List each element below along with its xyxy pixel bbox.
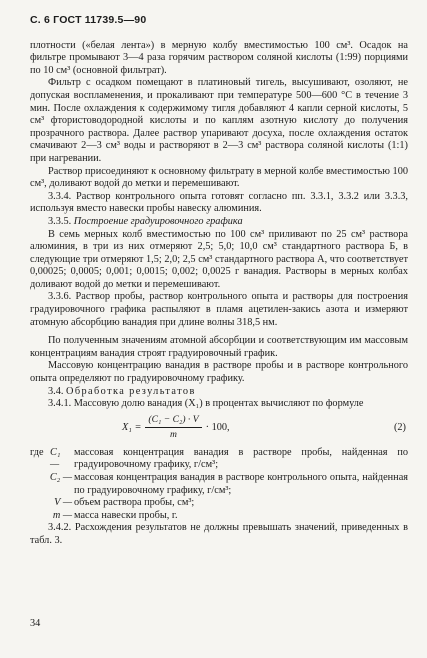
paragraph: 3.3.4. Раствор контрольного опыта готовят согласно пп. 3.3.1, 3.3.2 или 3.3.3, используя вместо навески пробы навеску алюминия. bbox=[30, 190, 408, 215]
formula-lhs: X₁ = bbox=[122, 421, 142, 433]
definition-term: V — bbox=[54, 497, 72, 509]
paragraph: Массовую концентрацию ванадия в растворе пробы и в растворе контрольного опыта определяют по градуировочному графику. bbox=[30, 360, 408, 385]
paragraph: плотности («белая лента») в мерную колбу вместимостью 100 см³. Осадок на фильтре промывают 3—4 раза горячим раствором соляной кислоты (1:99) порциями по 10 см³ (основной фильтрат). bbox=[30, 39, 408, 76]
definition-text: массовая концентрация ванадия в растворе пробы, найденная по градуировочному графику, г/см³; bbox=[74, 446, 408, 471]
definition-item bbox=[30, 472, 408, 497]
definitions-list bbox=[30, 447, 408, 523]
definition-text: массовая концентрация ванадия в растворе контрольного опыта, найденная по градуировочному графику, г/см³; bbox=[74, 472, 408, 496]
definition-term: C₁ — bbox=[50, 446, 61, 471]
definition-item bbox=[30, 510, 408, 523]
section-number: 3.3.5. bbox=[48, 215, 72, 227]
section-heading bbox=[30, 216, 408, 229]
formula-numerator: (C₁ − C₂) · V bbox=[145, 414, 201, 429]
paragraph: По полученным значениям атомной абсорбции и соответствующим им массовым концентрациям ванадия строят градуировочный график. bbox=[30, 335, 408, 359]
section-heading bbox=[30, 386, 408, 399]
definition-text: объем раствора пробы, см³; bbox=[74, 497, 195, 509]
paragraph: В семь мерных колб вместимостью по 100 см³ приливают по 25 см³ раствора алюминия, в три из них отмеряют 2,5; 5,0; 10,0 см³ стандартного раствора Б, в следующие три отмеряют 1,5; 2,0; 2,5 см³ стандартного раствора А, что соответствует 0,00025; 0,0005; 0,001; 0,0015; 0,002; 0,0025 г ванадия. Растворы в мерных колбах доливают водой до метки и перемешивают. bbox=[30, 228, 408, 290]
definition-item bbox=[30, 447, 408, 472]
definition-item bbox=[30, 497, 408, 510]
formula bbox=[30, 413, 408, 443]
definition-text: масса навески пробы, г. bbox=[74, 509, 178, 521]
definitions-intro: где bbox=[30, 446, 44, 458]
section-title: Построение градуировочного графика bbox=[73, 215, 243, 227]
section-number: 3.4. bbox=[48, 385, 64, 397]
section-title: Обработка результатов bbox=[66, 385, 196, 397]
paragraph: 3.4.2. Расхождения результатов не должны превышать значений, приведенных в табл. 3. bbox=[30, 522, 408, 546]
formula-denominator: m bbox=[170, 429, 177, 441]
paragraph: 3.4.1. Массовую долю ванадия (X₁) в процентах вычисляют по формуле bbox=[48, 398, 364, 410]
formula-number: (2) bbox=[393, 421, 406, 433]
page-header: С. 6 ГОСТ 11739.5—90 bbox=[30, 14, 147, 26]
document-page bbox=[30, 14, 408, 548]
paragraph: Фильтр с осадком помещают в платиновый тигель, высушивают, озоляют, не допуская воспламенения, и прокаливают при температуре 500—600 °С в течение 3 мин. После охлаждения к содержимому тигля добавляют 4 капли серной кислоты, 5 см³ фтористоводородной кислоты и по каплям азотную кислоту до получения прозрачного раствора. Далее раствор упаривают досуха, после охлаждения остаток смачивают 2—3 см³ воды и растворяют в 2—3 см³ раствора соляной кислоты (1:1) при нагревании. bbox=[30, 77, 408, 164]
page-number: 34 bbox=[30, 618, 41, 629]
formula-expression bbox=[122, 414, 230, 442]
paragraph: 3.3.6. Раствор пробы, раствор контрольного опыта и растворы для построения градуировочного графика распыляют в пламя ацетилен-закись азота и измеряют атомную абсорбцию ванадия при длине волны 318,5 нм. bbox=[30, 291, 408, 328]
paragraph: Раствор присоединяют к основному фильтрату в мерной колбе вместимостью 100 см³, доливают водой до метки и перемешивают. bbox=[30, 165, 408, 190]
formula-rhs: · 100, bbox=[205, 421, 230, 433]
definition-term: C₂ — bbox=[49, 472, 72, 483]
formula-fraction bbox=[145, 414, 201, 442]
definition-term: m — bbox=[52, 509, 72, 521]
